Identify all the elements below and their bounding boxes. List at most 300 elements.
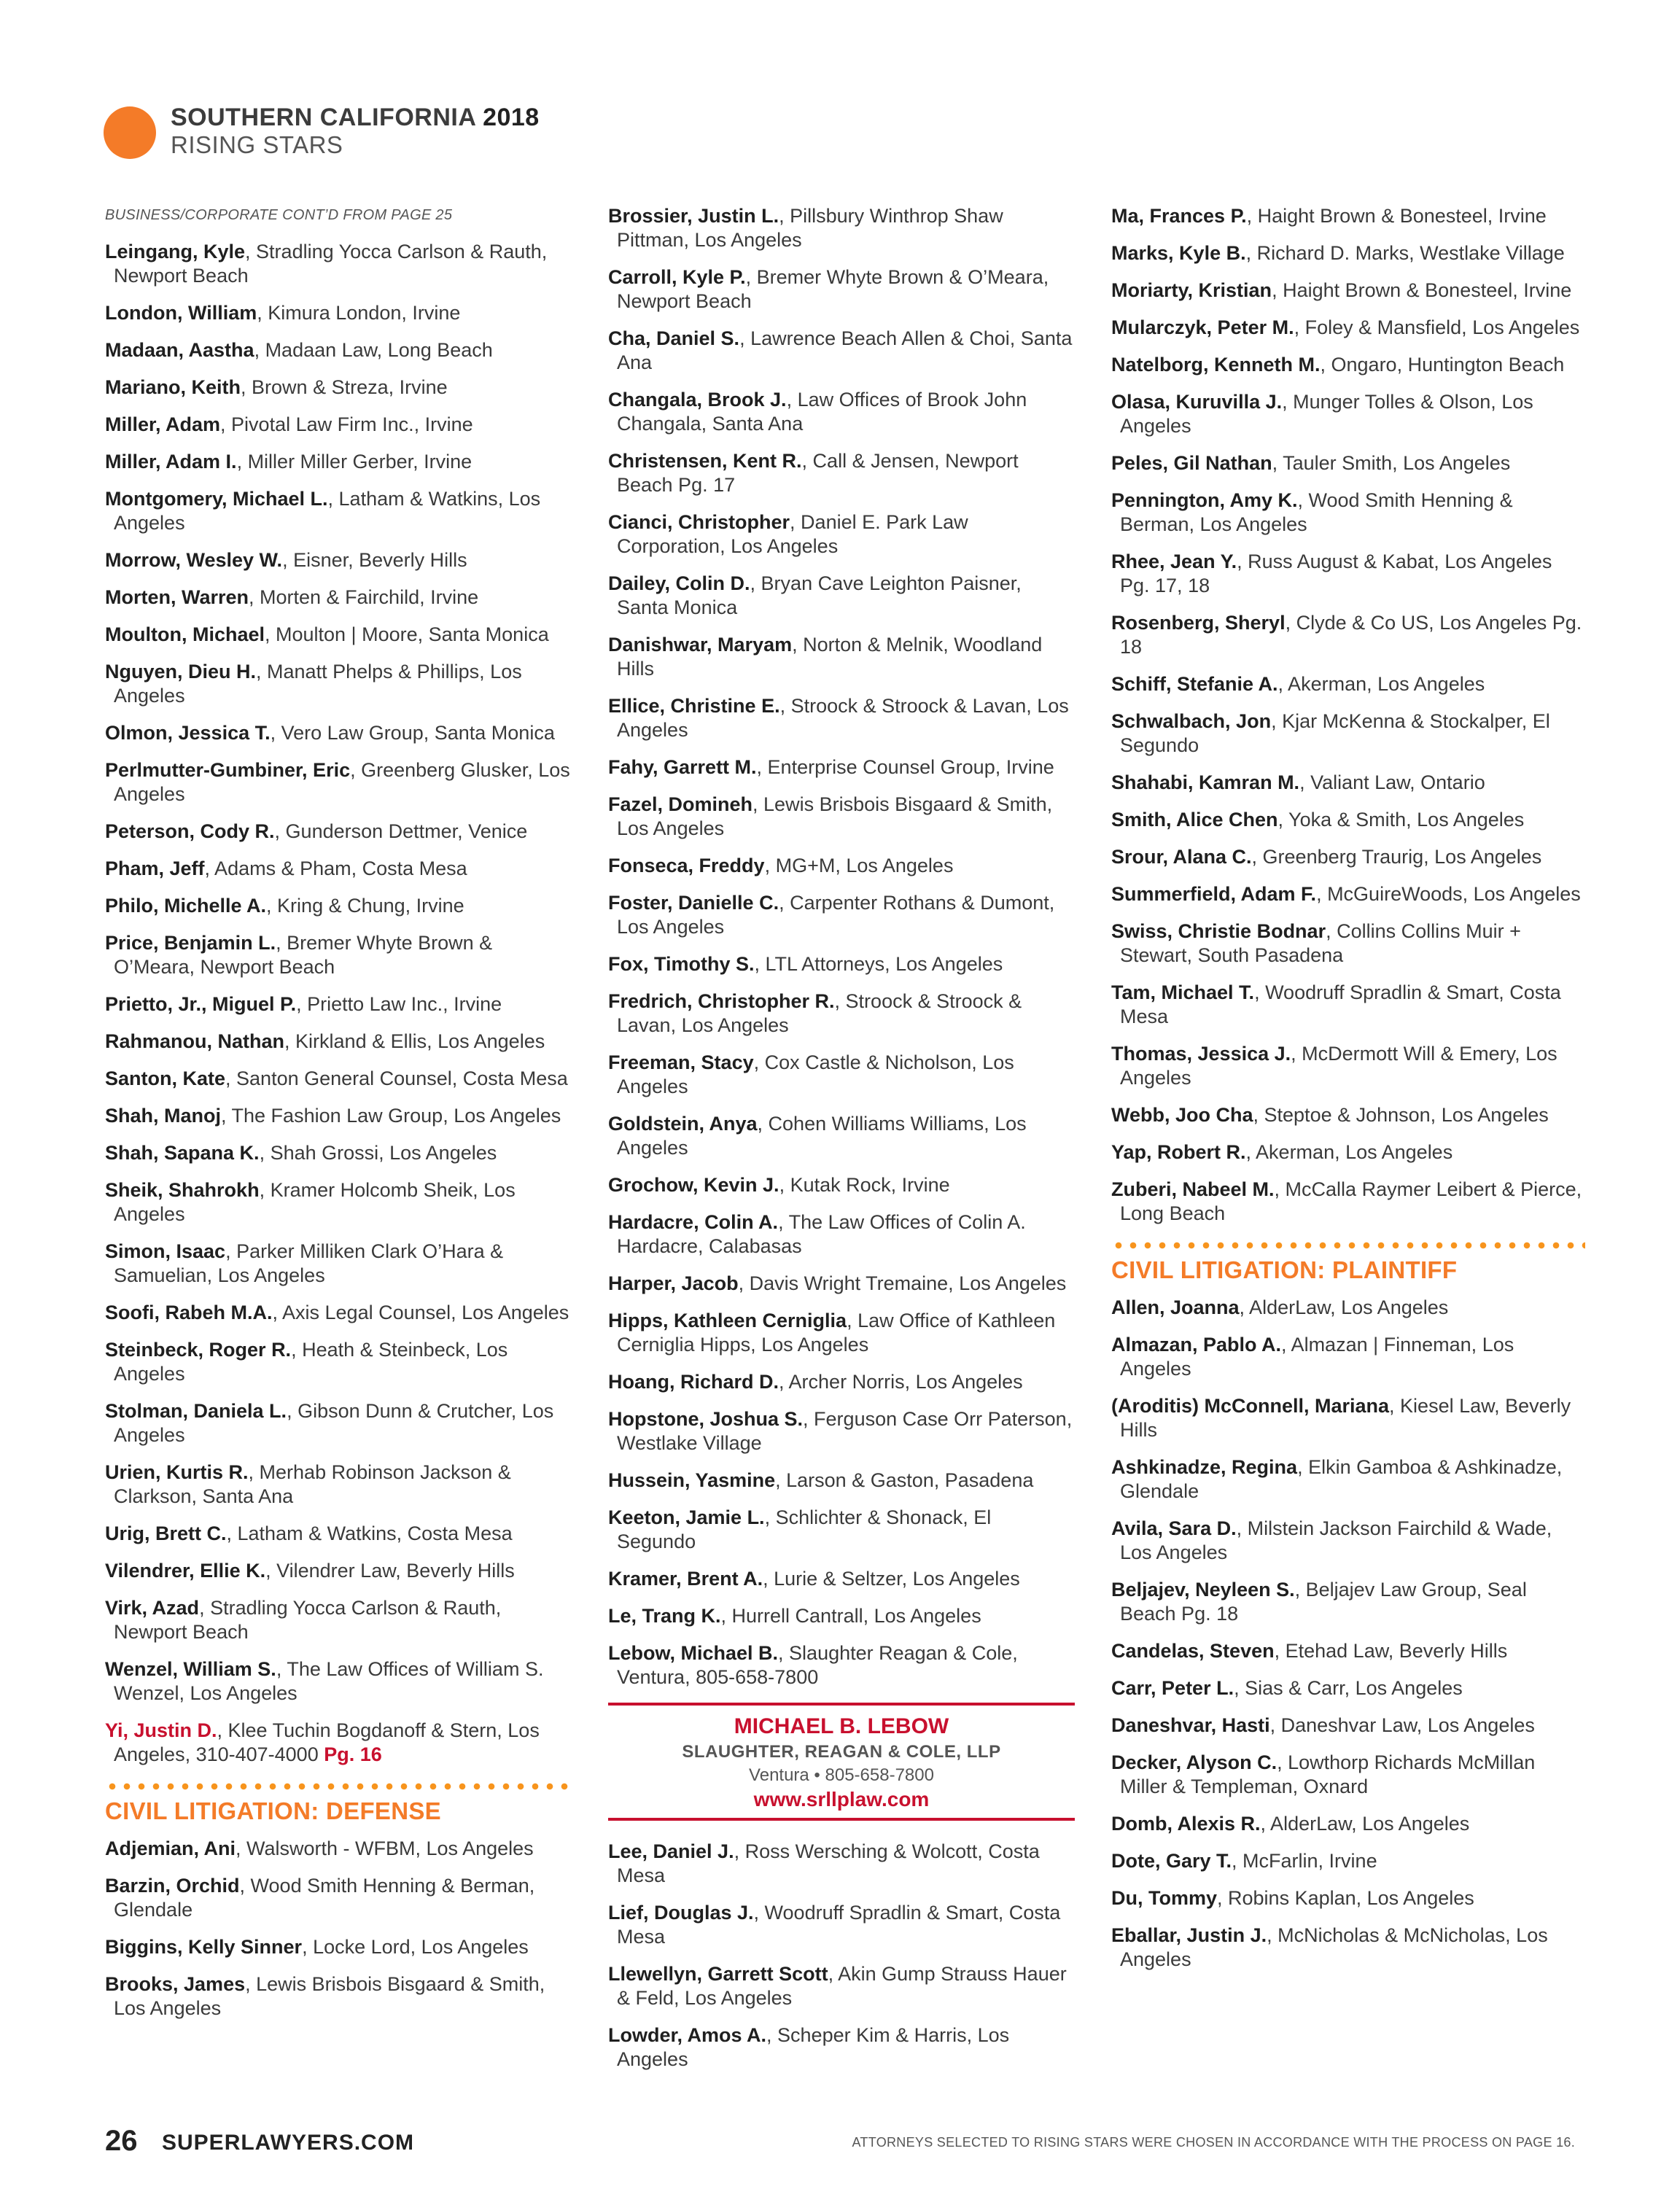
attorney-entry [608, 952, 1075, 976]
attorney-name: (Aroditis) McConnell, Mariana [1111, 1395, 1390, 1417]
attorney-entry [105, 450, 572, 474]
attorney-name: Lief, Douglas J. [608, 1902, 754, 1924]
entry-list [105, 240, 572, 1767]
attorney-name: Hopstone, Joshua S. [608, 1408, 804, 1430]
attorney-firm-location: , Lewis Brisbois Bisgaard & Smith, Los Angeles [114, 1973, 545, 2019]
attorney-entry [105, 586, 572, 610]
attorney-name: Morrow, Wesley W. [105, 549, 283, 571]
attorney-entry [105, 820, 572, 844]
attorney-entry [1111, 1140, 1585, 1164]
attorney-firm-location: , Moulton | Moore, Santa Monica [265, 623, 549, 645]
attorney-firm-location: , Kring & Chung, Irvine [266, 895, 464, 917]
attorney-firm-location: , McCalla Raymer Leibert & Pierce, Long Beach [1120, 1178, 1582, 1224]
attorney-firm-location: , Woodruff Spradlin & Smart, Costa Mesa [617, 1902, 1061, 1948]
footer-note: ATTORNEYS SELECTED TO RISING STARS WERE CHOSEN IN ACCORDANCE WITH THE PROCESS ON PAGE 16. [852, 2135, 1575, 2150]
attorney-entry [1111, 1578, 1585, 1626]
attorney-name: Wenzel, William S. [105, 1658, 276, 1680]
attorney-entry [608, 1901, 1075, 1949]
attorney-name: Thomas, Jessica J. [1111, 1043, 1291, 1065]
attorney-entry [608, 989, 1075, 1038]
attorney-firm-location: , McDermott Will & Emery, Los Angeles [1120, 1043, 1558, 1089]
attorney-entry [105, 1067, 572, 1091]
attorney-entry [1111, 1103, 1585, 1127]
attorney-firm-location: , Call & Jensen, Newport Beach Pg. 17 [617, 450, 1019, 496]
attorney-name: Simon, Isaac [105, 1240, 226, 1262]
attorney-entry [608, 388, 1075, 436]
attorney-firm-location: , Bremer Whyte Brown & O’Meara, Newport Beach [617, 266, 1049, 312]
attorney-firm-location: , McFarlin, Irvine [1232, 1850, 1377, 1872]
continued-note: BUSINESS/CORPORATE CONT’D FROM PAGE 25 [105, 207, 453, 223]
attorney-entry [608, 510, 1075, 559]
attorney-name: Moulton, Michael [105, 623, 265, 645]
attorney-entry [608, 449, 1075, 497]
attorney-name: Almazan, Pablo A. [1111, 1334, 1282, 1356]
attorney-name: Harper, Jacob [608, 1272, 739, 1294]
page-reference[interactable]: Pg. 16 [324, 1743, 382, 1765]
attorney-entry [1111, 808, 1585, 832]
attorney-name: Eballar, Justin J. [1111, 1924, 1267, 1946]
attorney-name: Rosenberg, Sheryl [1111, 612, 1286, 634]
attorney-entry [105, 1596, 572, 1644]
attorney-name: Hipps, Kathleen Cerniglia [608, 1310, 847, 1331]
attorney-name: Danishwar, Maryam [608, 634, 793, 656]
attorney-entry [608, 1567, 1075, 1591]
attorney-name: Smith, Alice Chen [1111, 809, 1278, 831]
attorney-entry [1111, 353, 1585, 377]
attorney-name: Cha, Daniel S. [608, 327, 740, 349]
attorney-firm-location: , McGuireWoods, Los Angeles [1316, 883, 1581, 905]
attorney-entry [1111, 1394, 1585, 1442]
ad-website-link[interactable]: www.srllplaw.com [753, 1788, 930, 1811]
attorney-entry [105, 1837, 572, 1861]
attorney-name: Fox, Timothy S. [608, 953, 755, 975]
orange-circle-logo [104, 106, 156, 159]
attorney-entry [1111, 981, 1585, 1029]
attorney-entry [105, 240, 572, 288]
attorney-entry [1111, 771, 1585, 795]
attorney-firm-location: , Munger Tolles & Olson, Los Angeles [1120, 391, 1533, 437]
attorney-entry [1111, 1517, 1585, 1565]
attorney-entry [105, 992, 572, 1016]
attorney-name: Mariano, Keith [105, 376, 241, 398]
attorney-name: Le, Trang K. [608, 1605, 721, 1627]
attorney-firm-location: , Pillsbury Winthrop Shaw Pittman, Los Angeles [617, 205, 1003, 251]
attorney-name: Ellice, Christine E. [608, 695, 780, 717]
attorney-firm-location: , Miller Miller Gerber, Irvine [236, 451, 472, 472]
attorney-firm-location: , Wood Smith Henning & Berman, Glendale [114, 1875, 535, 1921]
attorney-firm-location: , Milstein Jackson Fairchild & Wade, Los Angeles [1120, 1517, 1552, 1563]
attorney-entry [608, 1641, 1075, 1689]
attorney-entry [105, 894, 572, 918]
attorney-firm-location: , Wood Smith Henning & Berman, Los Angeles [1120, 489, 1513, 535]
attorney-name: Philo, Michelle A. [105, 895, 267, 917]
attorney-firm-location: , Vero Law Group, Santa Monica [270, 722, 555, 744]
attorney-entry [1111, 882, 1585, 906]
attorney-firm-location: , Ross Wersching & Wolcott, Costa Mesa [617, 1840, 1040, 1886]
attorney-name: Daneshvar, Hasti [1111, 1714, 1270, 1736]
attorney-name: Shah, Manoj [105, 1105, 222, 1127]
attorney-name: Lowder, Amos A. [608, 2024, 767, 2046]
attorney-firm-location: , AlderLaw, Los Angeles [1260, 1813, 1470, 1835]
attorney-entry [105, 1719, 572, 1767]
attorney-entry [1111, 1886, 1585, 1910]
attorney-firm-location: , Lawrence Beach Allen & Choi, Santa Ana [617, 327, 1073, 373]
attorney-firm-location: , Merhab Robinson Jackson & Clarkson, Santa Ana [114, 1461, 511, 1507]
attorney-firm-location: , Robins Kaplan, Los Angeles [1217, 1887, 1474, 1909]
attorney-name: Keeton, Jamie L. [608, 1506, 765, 1528]
attorney-entry [105, 413, 572, 437]
attorney-name: Olmon, Jessica T. [105, 722, 271, 744]
attorney-name: Christensen, Kent R. [608, 450, 802, 472]
attorney-entry [105, 660, 572, 708]
attorney-entry [105, 1030, 572, 1054]
attorney-firm-location: , The Law Offices of William S. Wenzel, Los Angeles [114, 1658, 544, 1704]
attorney-entry [105, 1461, 572, 1509]
attorney-firm-location: , Beljajev Law Group, Seal Beach Pg. 18 [1120, 1579, 1527, 1625]
attorney-entry [1111, 672, 1585, 696]
attorney-name: Domb, Alexis R. [1111, 1813, 1261, 1835]
attorney-firm-location: , Manatt Phelps & Phillips, Los Angeles [114, 661, 522, 707]
attorney-firm-location: , Akin Gump Strauss Hauer & Feld, Los Angeles [617, 1963, 1067, 2009]
entry-list [105, 1837, 572, 2021]
attorney-entry [105, 1399, 572, 1447]
attorney-name: Tam, Michael T. [1111, 981, 1255, 1003]
attorney-firm-location: , Clyde & Co US, Los Angeles Pg. 18 [1120, 612, 1582, 658]
attorney-name: Brooks, James [105, 1973, 246, 1995]
attorney-firm-location: , Enterprise Counsel Group, Irvine [756, 756, 1054, 778]
attorney-entry [608, 1840, 1075, 1888]
attorney-firm-location: , Foley & Mansfield, Los Angeles [1294, 316, 1580, 338]
attorney-entry [105, 1301, 572, 1325]
attorney-entry [105, 1874, 572, 1922]
attorney-name: Shahabi, Kamran M. [1111, 771, 1300, 793]
attorney-firm-location: , Woodruff Spradlin & Smart, Costa Mesa [1120, 981, 1561, 1027]
attorney-name: Dote, Gary T. [1111, 1850, 1232, 1872]
attorney-name: Zuberi, Nabeel M. [1111, 1178, 1275, 1200]
attorney-firm-location: , Lowthorp Richards McMillan Miller & Templeman, Oxnard [1120, 1751, 1536, 1797]
attorney-firm-location: , Prietto Law Inc., Irvine [296, 993, 502, 1015]
column-3 [1111, 204, 1585, 1985]
attorney-name: Perlmutter-Gumbiner, Eric [105, 759, 351, 781]
attorney-name: Grochow, Kevin J. [608, 1174, 779, 1196]
section-title-plaintiff: CIVIL LITIGATION: PLAINTIFF [1111, 1256, 1458, 1283]
attorney-entry [1111, 1178, 1585, 1226]
attorney-firm-location: , Morten & Fairchild, Irvine [249, 586, 479, 608]
attorney-entry [1111, 204, 1585, 228]
attorney-entry [1111, 845, 1585, 869]
attorney-firm-location: , Gibson Dunn & Crutcher, Los Angeles [114, 1400, 554, 1446]
attorney-name: Fahy, Garrett M. [608, 756, 757, 778]
attorney-name: Swiss, Christie Bodnar [1111, 920, 1326, 942]
attorney-name: Morten, Warren [105, 586, 249, 608]
header-subtitle: RISING STARS [171, 131, 343, 158]
attorney-firm-location: , Cohen Williams Williams, Los Angeles [617, 1113, 1027, 1159]
attorney-firm-location: , The Law Offices of Colin A. Hardacre, Calabasas [617, 1211, 1026, 1257]
attorney-name: Prietto, Jr., Miguel P. [105, 993, 297, 1015]
attorney-firm-location: , Bremer Whyte Brown & O’Meara, Newport Beach [114, 932, 493, 978]
attorney-entry [105, 1972, 572, 2021]
attorney-name: Carroll, Kyle P. [608, 266, 746, 288]
attorney-firm-location: , Steptoe & Johnson, Los Angeles [1253, 1104, 1549, 1126]
attorney-name: Fazel, Domineh [608, 793, 753, 815]
attorney-firm-location: , Tauler Smith, Los Angeles [1272, 452, 1511, 474]
attorney-entry [105, 623, 572, 647]
attorney-name: Peles, Gil Nathan [1111, 452, 1272, 474]
attorney-firm-location: , Haight Brown & Bonesteel, Irvine [1246, 205, 1547, 227]
attorney-firm-location: , Law Offices of Brook John Changala, Santa Ana [617, 389, 1027, 435]
attorney-name: Moriarty, Kristian [1111, 279, 1272, 301]
attorney-name: Rhee, Jean Y. [1111, 551, 1237, 572]
attorney-firm-location: , Klee Tuchin Bogdanoff & Stern, Los Angeles, 310-407-4000 [114, 1719, 540, 1765]
attorney-entry [608, 1407, 1075, 1455]
attorney-firm-location: , Parker Milliken Clark O’Hara & Samuelian, Los Angeles [114, 1240, 504, 1286]
attorney-entry [608, 755, 1075, 779]
attorney-entry [608, 1469, 1075, 1493]
attorney-name: Lee, Daniel J. [608, 1840, 734, 1862]
attorney-firm-location: , Archer Norris, Los Angeles [779, 1371, 1023, 1393]
attorney-firm-location: , Locke Lord, Los Angeles [302, 1936, 529, 1958]
attorney-firm-location: , Ongaro, Huntington Beach [1320, 354, 1565, 376]
attorney-entry [1111, 1676, 1585, 1700]
attorney-entry [608, 572, 1075, 620]
attorney-name: Urien, Kurtis R. [105, 1461, 249, 1483]
attorney-name: Yap, Robert R. [1111, 1141, 1246, 1163]
attorney-name: Hussein, Yasmine [608, 1469, 776, 1491]
attorney-firm-location: , Kjar McKenna & Stockalper, El Segundo [1120, 710, 1550, 756]
attorney-entry [1111, 1714, 1585, 1738]
attorney-name: Ma, Frances P. [1111, 205, 1247, 227]
attorney-name: Srour, Alana C. [1111, 846, 1252, 868]
attorney-name: Freeman, Stacy [608, 1051, 754, 1073]
attorney-entry [105, 1240, 572, 1288]
attorney-firm-location: , Kiesel Law, Beverly Hills [1120, 1395, 1571, 1441]
attorney-firm-location: , Cox Castle & Nicholson, Los Angeles [617, 1051, 1014, 1097]
attorney-name: Nguyen, Dieu H. [105, 661, 257, 682]
attorney-name: Stolman, Daniela L. [105, 1400, 287, 1422]
attorney-name: Schiff, Stefanie A. [1111, 673, 1278, 695]
attorney-name: Hardacre, Colin A. [608, 1211, 779, 1233]
attorney-firm-location: , Sias & Carr, Los Angeles [1234, 1677, 1463, 1699]
attorney-firm-location: , Pivotal Law Firm Inc., Irvine [220, 413, 473, 435]
attorney-entry [1111, 241, 1585, 265]
attorney-firm-location: , Etehad Law, Beverly Hills [1274, 1640, 1508, 1662]
attorney-firm-location: , Axis Legal Counsel, Los Angeles [272, 1302, 569, 1323]
attorney-firm-location: , Lewis Brisbois Bisgaard & Smith, Los Angeles [617, 793, 1053, 839]
ad-attorney-name: MICHAEL B. LEBOW [734, 1714, 949, 1738]
attorney-name: Yi, Justin D. [105, 1719, 217, 1741]
attorney-firm-location: , Shah Grossi, Los Angeles [259, 1142, 497, 1164]
attorney-entry [608, 1309, 1075, 1357]
attorney-entry [105, 1338, 572, 1386]
attorney-name: Foster, Danielle C. [608, 892, 779, 914]
attorney-firm-location: , Adams & Pham, Costa Mesa [204, 858, 467, 879]
attorney-name: Schwalbach, Jon [1111, 710, 1272, 732]
ad-firm-name: SLAUGHTER, REAGAN & COLE, LLP [682, 1742, 1001, 1762]
entry-list [1111, 204, 1585, 1226]
attorney-name: Vilendrer, Ellie K. [105, 1560, 266, 1582]
attorney-firm-location: , Gunderson Dettmer, Venice [274, 820, 528, 842]
attorney-entry [105, 857, 572, 881]
attorney-entry [1111, 279, 1585, 303]
attorney-entry [1111, 1333, 1585, 1381]
attorney-name: Hoang, Richard D. [608, 1371, 779, 1393]
attorney-entry [608, 204, 1075, 252]
attorney-firm-location: , Eisner, Beverly Hills [282, 549, 467, 571]
attorney-name: Llewellyn, Garrett Scott [608, 1963, 828, 1985]
attorney-entry [1111, 709, 1585, 758]
attorney-ad-box [608, 1703, 1075, 1821]
attorney-firm-location: , Akerman, Los Angeles [1278, 673, 1485, 695]
attorney-name: Shah, Sapana K. [105, 1142, 260, 1164]
attorney-firm-location: , Stroock & Stroock & Lavan, Los Angeles [617, 695, 1069, 741]
attorney-entry [105, 758, 572, 806]
attorney-firm-location: , Law Office of Kathleen Cerniglia Hipps, Los Angeles [617, 1310, 1056, 1356]
attorney-name: Rahmanou, Nathan [105, 1030, 285, 1052]
attorney-entry [608, 265, 1075, 314]
attorney-firm-location: , Slaughter Reagan & Cole, Ventura, 805-658-7800 [617, 1642, 1018, 1688]
attorney-firm-location: , Madaan Law, Long Beach [254, 339, 493, 361]
attorney-firm-location: , LTL Attorneys, Los Angeles [754, 953, 1003, 975]
attorney-name: Miller, Adam I. [105, 451, 237, 472]
attorney-entry [1111, 1042, 1585, 1090]
attorney-name: Fredrich, Christopher R. [608, 990, 835, 1012]
attorney-name: Biggins, Kelly Sinner [105, 1936, 303, 1958]
attorney-firm-location: , Norton & Melnik, Woodland Hills [617, 634, 1043, 680]
attorney-entry [105, 548, 572, 572]
attorney-firm-location: , MG+M, Los Angeles [764, 855, 954, 876]
attorney-firm-location: , Kramer Holcomb Sheik, Los Angeles [114, 1179, 516, 1225]
attorney-firm-location: , Scheper Kim & Harris, Los Angeles [617, 2024, 1010, 2070]
attorney-name: Natelborg, Kenneth M. [1111, 354, 1321, 376]
attorney-entry [105, 721, 572, 745]
attorney-firm-location: , Richard D. Marks, Westlake Village [1245, 242, 1565, 264]
attorney-entry [1111, 316, 1585, 340]
attorney-firm-location: , Ferguson Case Orr Paterson, Westlake Village [617, 1408, 1073, 1454]
attorney-entry [1111, 489, 1585, 537]
attorney-entry [105, 931, 572, 979]
attorney-firm-location: , Almazan | Finneman, Los Angeles [1120, 1334, 1514, 1380]
attorney-name: Pennington, Amy K. [1111, 489, 1298, 511]
attorney-entry [1111, 919, 1585, 968]
attorney-entry [608, 1604, 1075, 1628]
attorney-firm-location: , Carpenter Rothans & Dumont, Los Angeles [617, 892, 1055, 938]
attorney-name: Beljajev, Neyleen S. [1111, 1579, 1295, 1601]
attorney-name: Santon, Kate [105, 1068, 226, 1089]
attorney-name: Sheik, Shahrokh [105, 1179, 260, 1201]
attorney-name: Adjemian, Ani [105, 1838, 236, 1859]
attorney-firm-location: , Valiant Law, Ontario [1299, 771, 1485, 793]
attorney-firm-location: , AlderLaw, Los Angeles [1239, 1296, 1449, 1318]
attorney-firm-location: , Haight Brown & Bonesteel, Irvine [1272, 279, 1572, 301]
attorney-name: Carr, Peter L. [1111, 1677, 1234, 1699]
attorney-firm-location: , Stradling Yocca Carlson & Rauth, Newport Beach [114, 241, 548, 287]
attorney-entry [1111, 1296, 1585, 1320]
attorney-firm-location: , Latham & Watkins, Los Angeles [114, 488, 541, 534]
attorney-name: Marks, Kyle B. [1111, 242, 1246, 264]
attorney-entry [608, 1506, 1075, 1554]
attorney-name: Madaan, Aastha [105, 339, 254, 361]
attorney-firm-location: , Yoka & Smith, Los Angeles [1278, 809, 1525, 831]
header-title: SOUTHERN CALIFORNIA 2018 [171, 104, 540, 131]
column-1 [105, 204, 572, 2034]
attorney-name: Allen, Joanna [1111, 1296, 1240, 1318]
column-2 [608, 204, 1075, 2085]
attorney-entry [1111, 1849, 1585, 1873]
attorney-entry [608, 694, 1075, 742]
attorney-entry [1111, 1751, 1585, 1799]
attorney-entry [105, 376, 572, 400]
attorney-entry [608, 1112, 1075, 1160]
attorney-name: London, William [105, 302, 257, 324]
attorney-name: Price, Benjamin L. [105, 932, 276, 954]
attorney-name: Fonseca, Freddy [608, 855, 765, 876]
attorney-firm-location: , Collins Collins Muir + Stewart, South Pasadena [1120, 920, 1521, 966]
dotted-divider [1111, 1242, 1585, 1249]
attorney-firm-location: , Vilendrer Law, Beverly Hills [265, 1560, 515, 1582]
attorney-name: Webb, Joo Cha [1111, 1104, 1253, 1126]
attorney-name: Brossier, Justin L. [608, 205, 779, 227]
attorney-name: Avila, Sara D. [1111, 1517, 1237, 1539]
attorney-name: Changala, Brook J. [608, 389, 787, 411]
attorney-entry [1111, 611, 1585, 659]
attorney-firm-location: , Davis Wright Tremaine, Los Angeles [738, 1272, 1067, 1294]
attorney-name: Barzin, Orchid [105, 1875, 240, 1897]
attorney-firm-location: , Elkin Gamboa & Ashkinadze, Glendale [1120, 1456, 1563, 1502]
attorney-entry [1111, 1639, 1585, 1663]
entry-list [608, 204, 1075, 1689]
attorney-entry [105, 1141, 572, 1165]
attorney-name: Goldstein, Anya [608, 1113, 758, 1135]
attorney-firm-location: , Stradling Yocca Carlson & Rauth, Newport Beach [114, 1597, 502, 1643]
page-number: 26 [105, 2125, 138, 2157]
attorney-name: Virk, Azad [105, 1597, 200, 1619]
attorney-firm-location: , Kutak Rock, Irvine [779, 1174, 950, 1196]
attorney-firm-location: , Russ August & Kabat, Los Angeles Pg. 17, 18 [1120, 551, 1552, 596]
attorney-firm-location: , Daneshvar Law, Los Angeles [1269, 1714, 1535, 1736]
attorney-firm-location: , Bryan Cave Leighton Paisner, Santa Monica [617, 572, 1022, 618]
attorney-entry [608, 1962, 1075, 2010]
attorney-entry [608, 1370, 1075, 1394]
attorney-firm-location: , Greenberg Traurig, Los Angeles [1251, 846, 1542, 868]
attorney-entry [1111, 1924, 1585, 1972]
attorney-name: Soofi, Rabeh M.A. [105, 1302, 273, 1323]
ad-location: Ventura • 805-658-7800 [749, 1765, 934, 1785]
attorney-name: Leingang, Kyle [105, 241, 246, 262]
attorney-name: Dailey, Colin D. [608, 572, 750, 594]
attorney-entry [105, 338, 572, 362]
attorney-entry [1111, 390, 1585, 438]
attorney-firm-location: , The Fashion Law Group, Los Angeles [221, 1105, 561, 1127]
attorney-firm-location: , Greenberg Glusker, Los Angeles [114, 759, 570, 805]
attorney-entry [105, 1657, 572, 1706]
attorney-entry [105, 301, 572, 325]
attorney-entry [608, 891, 1075, 939]
attorney-firm-location: , Latham & Watkins, Costa Mesa [226, 1522, 513, 1544]
entry-list [1111, 1296, 1585, 1972]
attorney-name: Montgomery, Michael L. [105, 488, 328, 510]
attorney-entry [608, 1051, 1075, 1099]
attorney-entry [608, 2023, 1075, 2072]
attorney-entry [608, 1173, 1075, 1197]
attorney-firm-location: , Santon General Counsel, Costa Mesa [225, 1068, 568, 1089]
attorney-firm-location: , Stroock & Stroock & Lavan, Los Angeles [617, 990, 1022, 1036]
attorney-entry [105, 487, 572, 535]
attorney-entry [105, 1178, 572, 1226]
attorney-name: Ashkinadze, Regina [1111, 1456, 1298, 1478]
attorney-entry [1111, 1812, 1585, 1836]
attorney-firm-location: , Akerman, Los Angeles [1245, 1141, 1453, 1163]
attorney-entry [608, 633, 1075, 681]
